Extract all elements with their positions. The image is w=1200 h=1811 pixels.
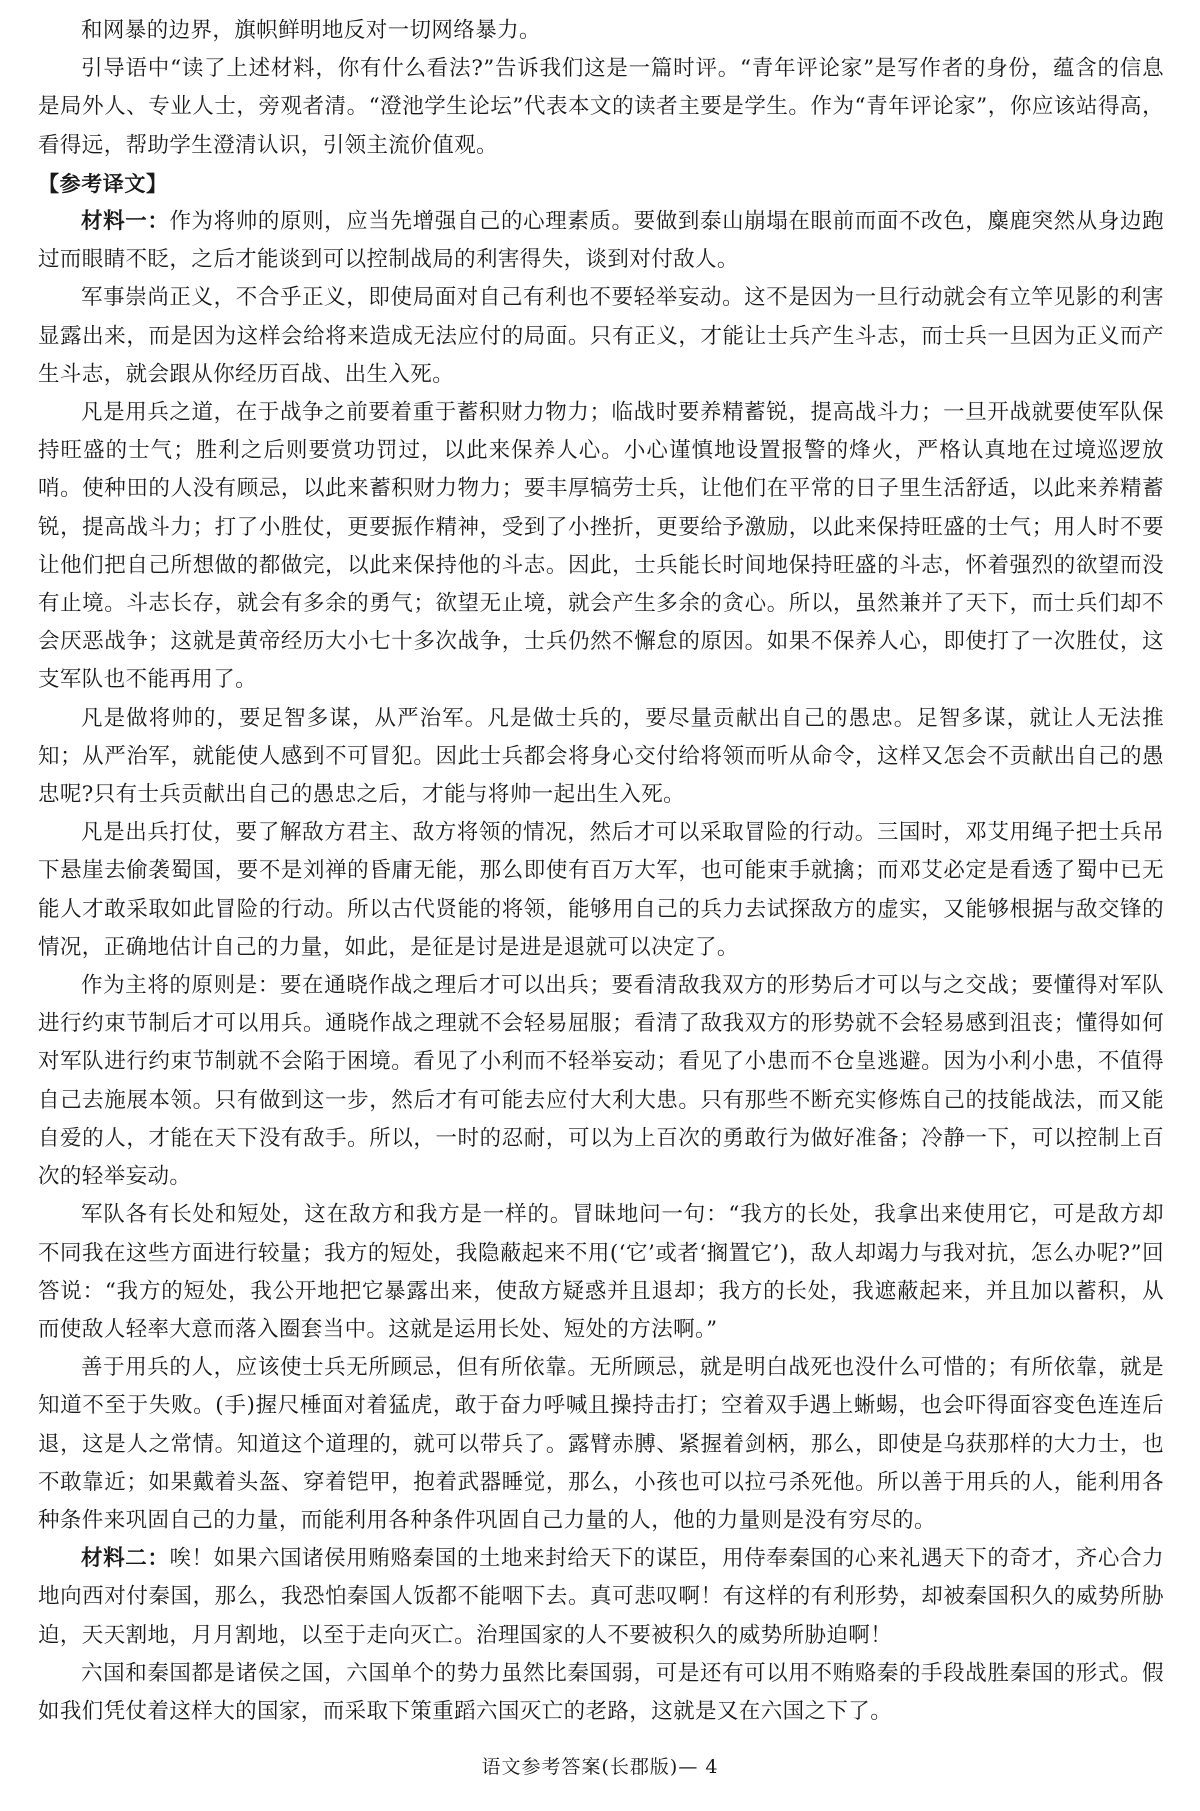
section-title: 【参考译文】 (38, 171, 168, 196)
material-two-first-text: 唉！如果六国诸侯用贿赂秦国的土地来封给天下的谋臣，用侍奉秦国的心来礼遇天下的奇才，齐心合力地向西对付秦国，那么，我恐怕秦国人饭都不能咽下去。真可悲叹啊！有这样的有利形势，却被秦国积久的威势所胁迫，天天割地，月月割地，以至于走向灭亡。治理国家的人不要被积久的威势所胁迫啊！ (38, 1546, 1164, 1648)
material-one-paragraph: 凡是出兵打仗，要了解敌方君主、敌方将领的情况，然后才可以采取冒险的行动。三国时，邓艾用绳子把士兵吊下悬崖去偷袭蜀国，要不是刘禅的昏庸无能，那么即使有百万大军，也可能束手就擒；而邓艾必定是看透了蜀中已无能人才敢采取如此冒险的行动。所以古代贤能的将领，能够用自己的兵力去试探敌方的虚实，又能够根据与敌交锋的情况，正确地估计自己的力量，如此，是征是讨是进是退就可以决定了。 (38, 820, 1164, 960)
intro-paragraph-2: 引导语中“读了上述材料，你有什么看法?”告诉我们这是一篇时评。“青年评论家”是写作者的身份，蕴含的信息是局外人、专业人士，旁观者清。“澄池学生论坛”代表本文的读者主要是学生。作为“青年评论家”，你应该站得高，看得远，帮助学生澄清认识，引领主流价值观。 (38, 56, 1164, 158)
material-one-paragraph: 军队各有长处和短处，这在敌方和我方是一样的。冒昧地问一句：“我方的长处，我拿出来使用它，可是敌方却不同我在这些方面进行较量；我方的短处，我隐蔽起来不用(‘它’或者‘搁置它’)，敌人却竭力与我对抗，怎么办呢?”回答说：“我方的短处，我公开地把它暴露出来，使敌方疑惑并且退却；我方的长处，我遮蔽起来，并且加以蓄积，从而使敌人轻率大意而落入圈套当中。这就是运用长处、短处的方法啊。” (38, 1202, 1164, 1342)
material-one-first-paragraph (38, 203, 1164, 279)
material-one-paragraph: 凡是用兵之道，在于战争之前要着重于蓄积财力物力；临战时要养精蓄锐，提高战斗力；一旦开战就要使军队保持旺盛的士气；胜利之后则要赏功罚过，以此来保养人心。小心谨慎地设置报警的烽火，严格认真地在过境巡逻放哨。使种田的人没有顾忌，以此来蓄积财力物力；要丰厚犒劳士兵，让他们在平常的日子里生活舒适，以此来养精蓄锐，提高战斗力；打了小胜仗，更要振作精神，受到了小挫折，更要给予激励，以此来保持旺盛的士气；用人时不要让他们把自己所想做的都做完，以此来保持他的斗志。因此，士兵能长时间地保持旺盛的斗志，怀着强烈的欲望而没有止境。斗志长存，就会有多余的勇气；欲望无止境，就会产生多余的贪心。所以，虽然兼并了天下，而士兵们却不会厌恶战争；这就是黄帝经历大小七十多次战争，士兵仍然不懈怠的原因。如果不保养人心，即使打了一次胜仗，这支军队也不能再用了。 (38, 400, 1164, 693)
material-one-paragraph: 善于用兵的人，应该使士兵无所顾忌，但有所依靠。无所顾忌，就是明白战死也没什么可惜的；有所依靠，就是知道不至于失败。(手)握尺棰面对着猛虎，敢于奋力呼喊且操持击打；空着双手遇上蜥蜴，也会吓得面容变色连连后退，这是人之常情。知道这个道理的，就可以带兵了。露臂赤膊、紧握着剑柄，那么，即使是乌获那样的大力士，也不敢靠近；如果戴着头盔、穿着铠甲，抱着武器睡觉，那么，小孩也可以拉弓杀死他。所以善于用兵的人，能利用各种条件来巩固自己的力量，而能利用各种条件巩固自己力量的人，他的力量则是没有穷尽的。 (38, 1355, 1164, 1533)
material-two-paragraph: 六国和秦国都是诸侯之国，六国单个的势力虽然比秦国弱，可是还有可以用不贿赂秦的手段战胜秦国的形式。假如我们凭仗着这样大的国家，而采取下策重蹈六国灭亡的老路，这就是又在六国之下了。 (38, 1660, 1164, 1724)
material-one-paragraph: 凡是做将帅的，要足智多谋，从严治军。凡是做士兵的，要尽量贡献出自己的愚忠。足智多谋，就让人无法推知；从严治军，就能使人感到不可冒犯。因此士兵都会将身心交付给将领而听从命令，这样又怎会不贡献出自己的愚忠呢?只有士兵贡献出自己的愚忠之后，才能与将帅一起出生入死。 (38, 705, 1164, 808)
material-one-paragraph: 军事崇尚正义，不合乎正义，即使局面对自己有利也不要轻举妄动。这不是因为一旦行动就会有立竿见影的利害显露出来，而是因为这样会给将来造成无法应付的局面。只有正义，才能让士兵产生斗志，而士兵一旦因为正义而产生斗志，就会跟从你经历百战、出生入死。 (38, 285, 1164, 387)
material-one-label: 材料一： (81, 209, 170, 235)
intro-paragraph-1: 和网暴的边界，旗帜鲜明地反对一切网络暴力。 (81, 18, 541, 43)
material-two-first-paragraph (38, 1540, 1164, 1655)
document-page (38, 12, 1164, 1731)
page-footer: 语文参考答案(长郡版)— 4 (481, 1756, 719, 1778)
material-one-paragraph: 作为主将的原则是：要在通晓作战之理后才可以出兵；要看清敌我双方的形势后才可以与之交战；要懂得对军队进行约束节制后才可以用兵。通晓作战之理就不会轻易屈服；看清了敌我双方的形势就不会轻易感到沮丧；懂得如何对军队进行约束节制就不会陷于困境。看见了小利而不轻举妄动；看见了小患而不仓皇逃避。因为小利小患，不值得自己去施展本领。只有做到这一步，然后才有可能去应付大利大患。只有那些不断充实修炼自己的技能战法，而又能自爱的人，才能在天下没有敌手。所以，一时的忍耐，可以为上百次的勇敢行为做好准备；冷静一下，可以控制上百次的轻举妄动。 (38, 973, 1164, 1190)
material-two-label: 材料二： (81, 1546, 170, 1572)
material-one-first-text: 作为将帅的原则，应当先增强自己的心理素质。要做到泰山崩塌在眼前而面不改色，麋鹿突然从身边跑过而眼睛不眨，之后才能谈到可以控制战局的利害得失，谈到对付敌人。 (38, 209, 1164, 273)
